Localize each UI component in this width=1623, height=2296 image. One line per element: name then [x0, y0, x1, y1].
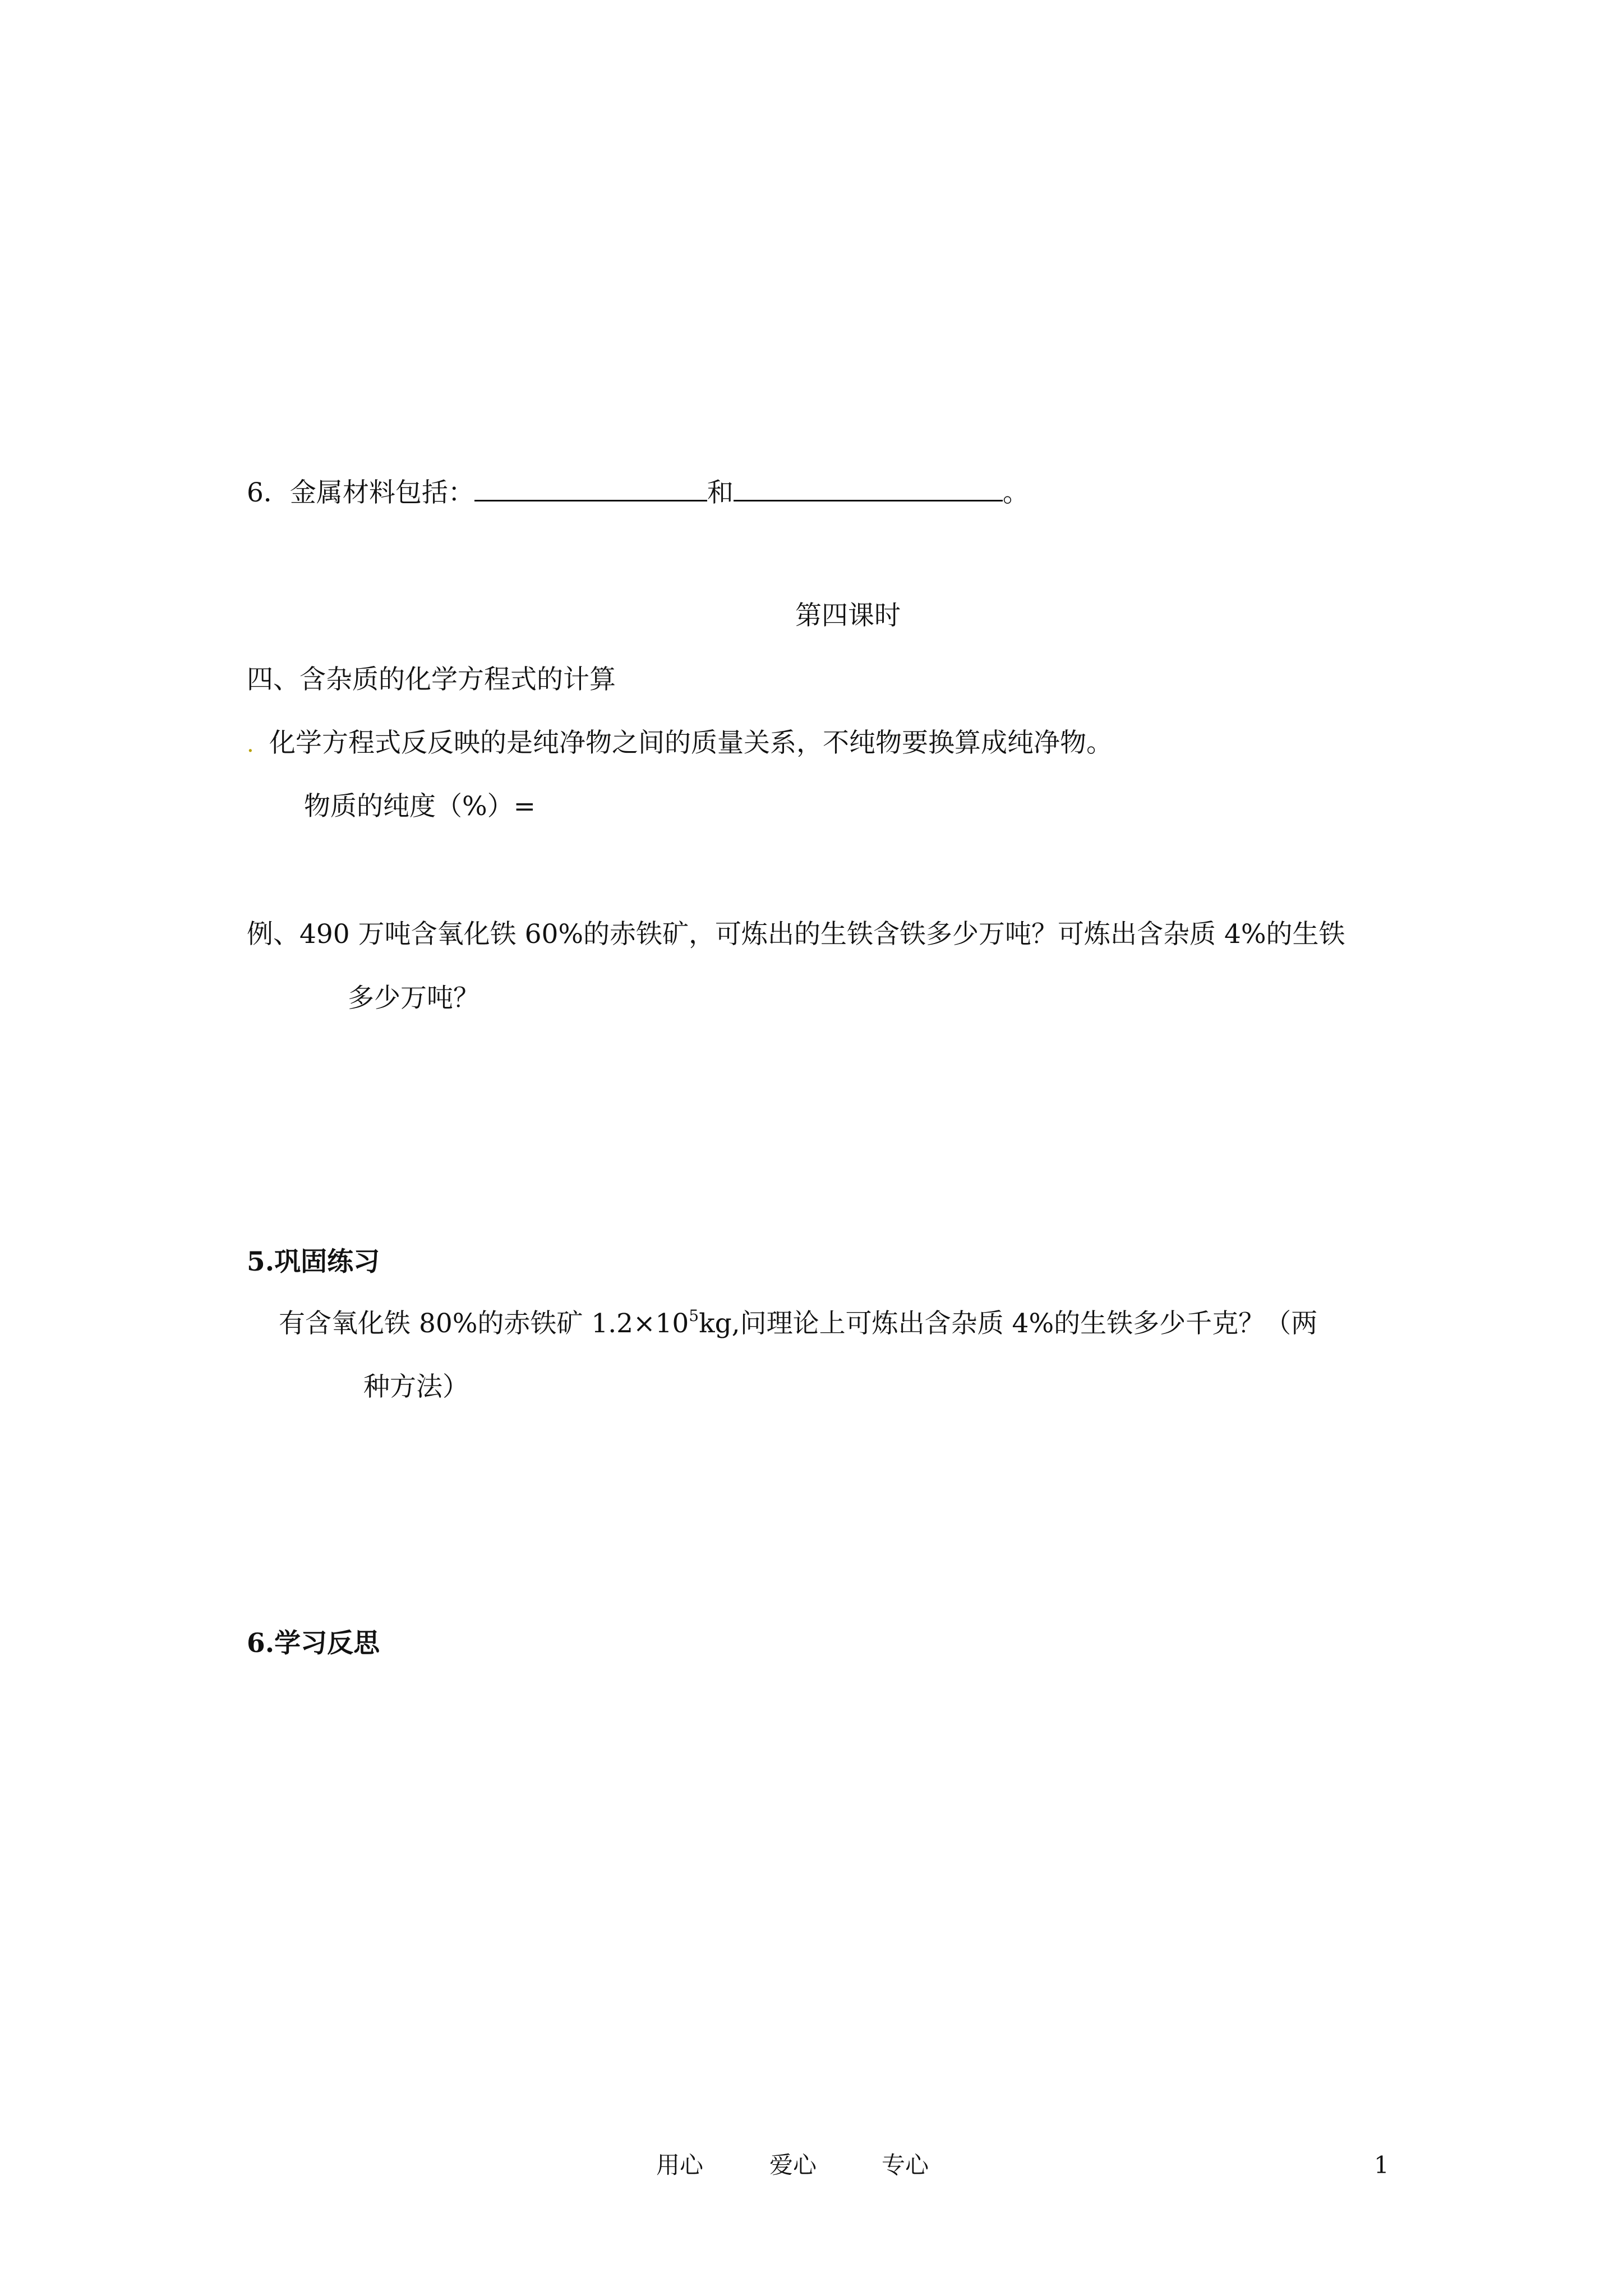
- note-bullet: .: [247, 731, 254, 757]
- example-line-1: 例、490 万吨含氧化铁 60%的赤铁矿，可炼出的生铁含铁多少万吨？可炼出含杂质 4%的生铁: [247, 919, 1345, 950]
- practice-line-1-post: kg,问理论上可炼出含杂质 4%的生铁多少千克？（两: [699, 1308, 1318, 1339]
- note-text: 化学方程式反反映的是纯净物之间的质量关系，不纯物要换算成纯净物。: [269, 728, 1113, 758]
- footer-motto-3: 专心: [882, 2151, 929, 2179]
- footer-motto-2: 爱心: [769, 2151, 817, 2179]
- page-number: 1: [1374, 2151, 1389, 2179]
- question-6: [247, 474, 1029, 510]
- purity-formula: 物质的纯度（%）=: [304, 791, 536, 822]
- reflection-title: 6.学习反思: [247, 1628, 380, 1659]
- practice-title: 5.巩固练习: [247, 1246, 380, 1277]
- practice-line-2: 种方法）: [363, 1372, 469, 1402]
- question-6-conjunction: 和: [707, 477, 734, 508]
- note-line: [247, 726, 1113, 761]
- footer-motto-1: 用心: [656, 2151, 704, 2179]
- question-6-end: 。: [1002, 477, 1029, 508]
- practice-line-1: [279, 1307, 1317, 1341]
- example-line-2: 多少万吨？: [348, 983, 479, 1014]
- answer-blank-2[interactable]: [734, 474, 1003, 501]
- question-6-label: 6．金属材料包括：: [247, 477, 474, 508]
- lesson-title: 第四课时: [795, 600, 901, 631]
- section-4-title: 四、含杂质的化学方程式的计算: [247, 664, 616, 695]
- practice-line-1-pre: 有含氧化铁 80%的赤铁矿 1.2×10: [279, 1308, 689, 1339]
- answer-blank-1[interactable]: [474, 474, 707, 501]
- practice-exponent: 5: [689, 1306, 699, 1325]
